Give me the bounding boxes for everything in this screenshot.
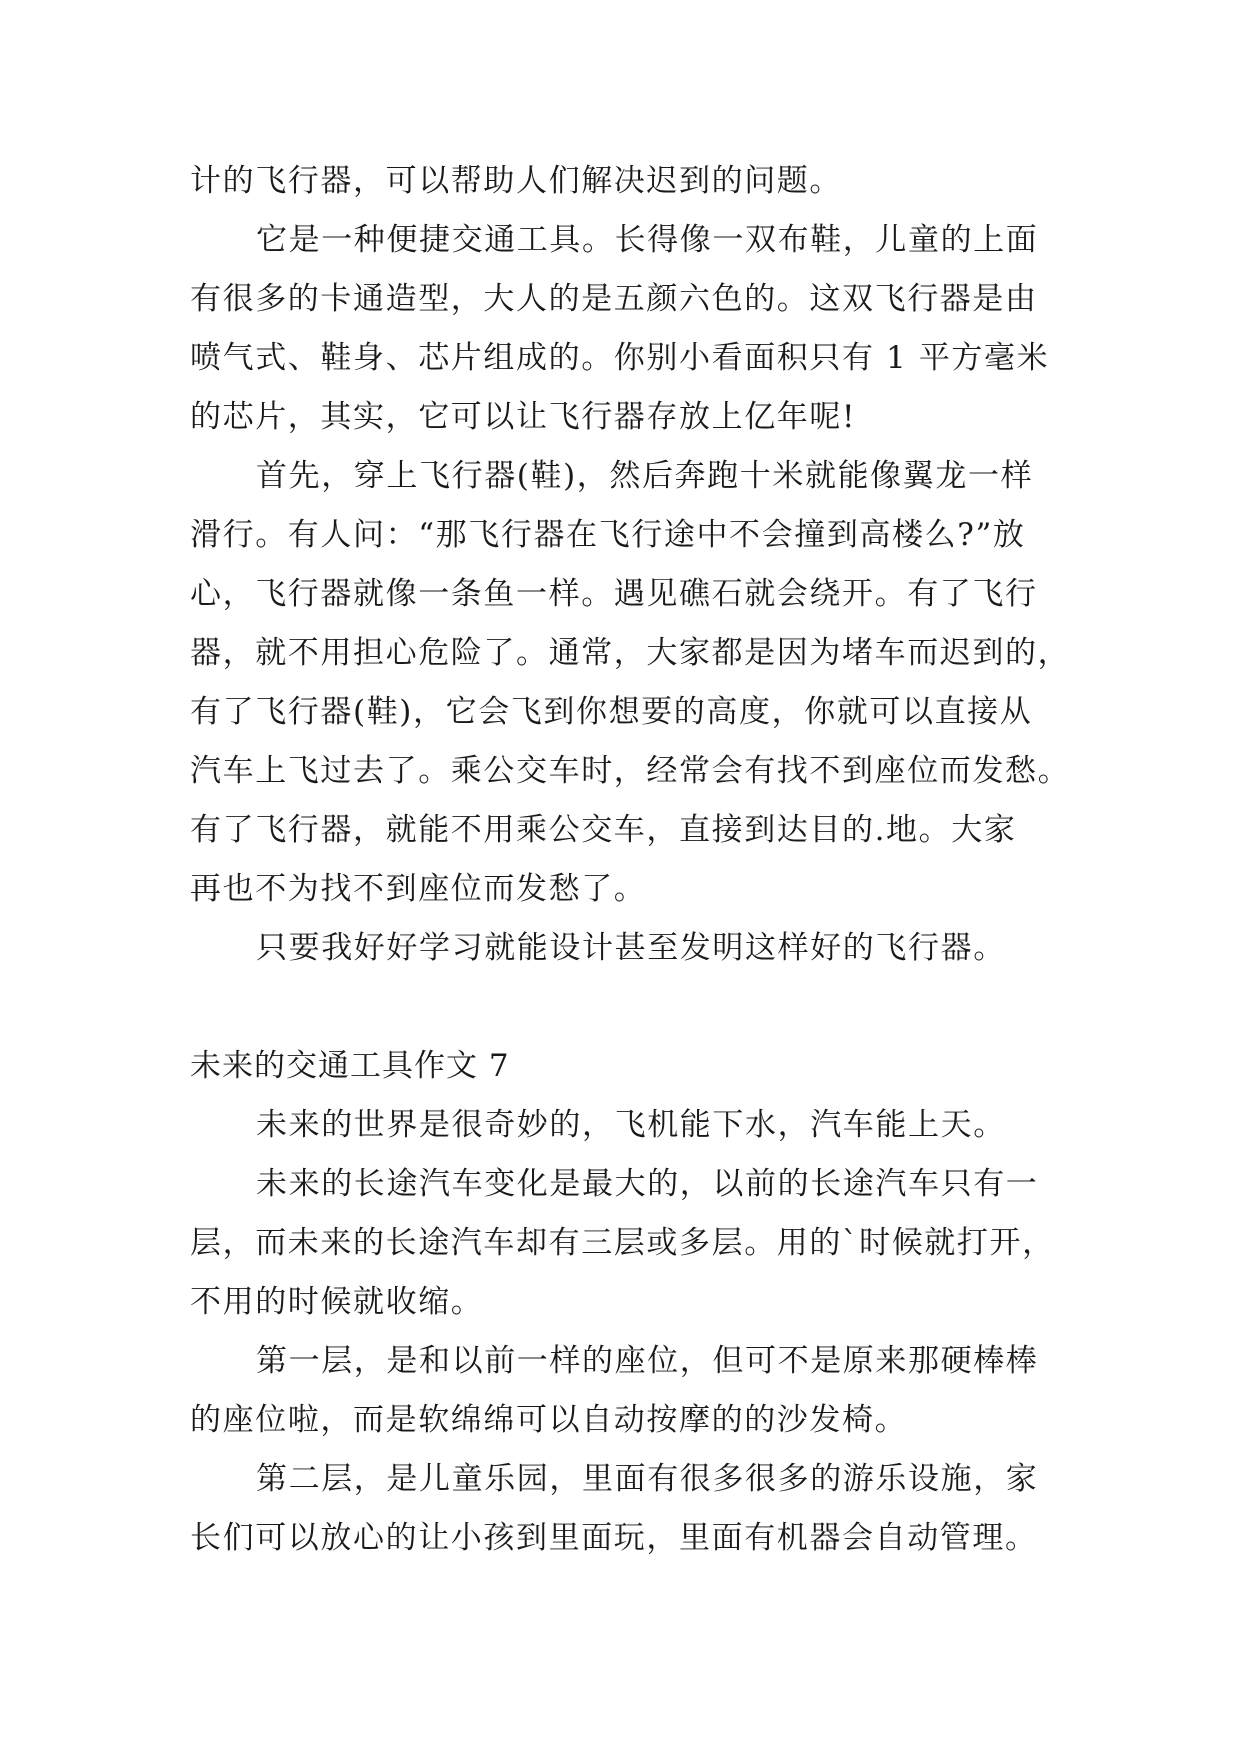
paragraph-line: 它是一种便捷交通工具。长得像一双布鞋，儿童的上面 bbox=[256, 222, 1039, 258]
paragraph-line: 的座位啦，而是软绵绵可以自动按摩的的沙发椅。 bbox=[190, 1402, 908, 1438]
paragraph-line: 有很多的卡通造型，大人的是五颜六色的。这双飞行器是由 bbox=[190, 281, 1038, 317]
paragraph-line: 滑行。有人问：“那飞行器在飞行途中不会撞到高楼么?”放 bbox=[190, 517, 1026, 553]
paragraph-line: 第二层，是儿童乐园，里面有很多很多的游乐设施，家 bbox=[256, 1461, 1039, 1497]
essay-title: 未来的交通工具作文 7 bbox=[190, 1048, 510, 1084]
paragraph-line: 只要我好好学习就能设计甚至发明这样好的飞行器。 bbox=[256, 930, 1006, 966]
paragraph-line: 计的飞行器，可以帮助人们解决迟到的问题。 bbox=[190, 163, 842, 199]
paragraph-line: 有了飞行器，就能不用乘公交车，直接到达目的.地。大家 bbox=[190, 812, 1017, 848]
paragraph-line: 器，就不用担心危险了。通常，大家都是因为堵车而迟到的， bbox=[190, 635, 1071, 671]
paragraph-line: 的芯片，其实，它可以让飞行器存放上亿年呢! bbox=[190, 399, 857, 435]
document-page bbox=[190, 152, 1080, 1568]
paragraph-line: 首先，穿上飞行器(鞋)，然后奔跑十米就能像翼龙一样 bbox=[256, 458, 1034, 494]
paragraph-line: 有了飞行器(鞋)，它会飞到你想要的高度，你就可以直接从 bbox=[190, 694, 1033, 730]
section-spacer bbox=[190, 978, 1080, 1037]
paragraph-line: 长们可以放心的让小孩到里面玩，里面有机器会自动管理。 bbox=[190, 1520, 1038, 1556]
paragraph-line: 汽车上飞过去了。乘公交车时，经常会有找不到座位而发愁。 bbox=[190, 753, 1071, 789]
paragraph-line: 不用的时候就收缩。 bbox=[190, 1284, 484, 1320]
paragraph-line: 再也不为找不到座位而发愁了。 bbox=[190, 871, 647, 907]
paragraph-line: 层，而未来的长途汽车却有三层或多层。用的`时候就打开， bbox=[190, 1225, 1055, 1261]
paragraph-line: 喷气式、鞋身、芯片组成的。你别小看面积只有 1 平方毫米 bbox=[190, 340, 1050, 376]
paragraph-line: 心，飞行器就像一条鱼一样。遇见礁石就会绕开。有了飞行 bbox=[190, 576, 1038, 612]
paragraph-line: 未来的长途汽车变化是最大的，以前的长途汽车只有一 bbox=[256, 1166, 1039, 1202]
paragraph-line: 第一层，是和以前一样的座位，但可不是原来那硬棒棒 bbox=[256, 1343, 1039, 1379]
paragraph-line: 未来的世界是很奇妙的，飞机能下水，汽车能上天。 bbox=[256, 1107, 1006, 1143]
